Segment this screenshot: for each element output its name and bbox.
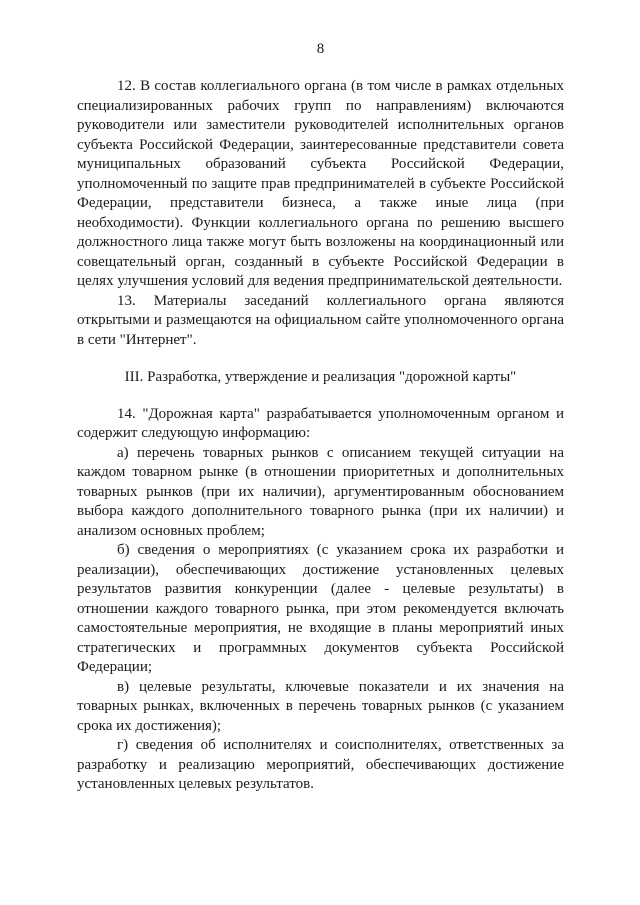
paragraph-12: 12. В состав коллегиального органа (в том числе в рамках отдельных специализированных рабочих групп по направлениям) включаются руководители или заместители руководителей исполнительных органов субъекта Российской Федерации, заинтересованные представители совета муниципальных образований субъекта Российской Федерации, уполномоченный по защите прав предпринимателей в субъекте Российской Федерации, представители бизнеса, а также иные лица (при необходимости). Функции коллегиального органа по решению высшего должностного лица также могут быть возложены на координационный или совещательный орган, созданный в субъекте Российской Федерации в целях улучшения условий для ведения предпринимательской деятельности. [77, 78, 564, 289]
list-item-v: в) целевые результаты, ключевые показатели и их значения на товарных рынках, включенных в перечень товарных рынков (с указанием срока их достижения); [77, 678, 564, 734]
page-number: 8 [316, 41, 325, 57]
list-item-b: б) сведения о мероприятиях (с указанием срока их разработки и реализации), обеспечивающих достижение установленных целевых результатов развития конкуренции (далее - целевые результаты) в отношении каждого товарного рынка, при этом рекомендуется включать самостоятельные мероприятия, не входящие в планы мероприятий иных стратегических и программных документов субъекта Российской Федерации; [77, 542, 564, 675]
list-item-g: г) сведения об исполнителях и соисполнителях, ответственных за разработку и реализацию мероприятий, обеспечивающих достижение установленных целевых результатов. [77, 737, 564, 792]
paragraph-14: 14. "Дорожная карта" разрабатывается уполномоченным органом и содержит следующую информацию: [77, 405, 564, 441]
section-heading: III. Разработка, утверждение и реализация "дорожной карты" [124, 369, 517, 385]
document-body [77, 77, 564, 795]
list-item-a: а) перечень товарных рынков с описанием текущей ситуации на каждом товарном рынке (в отношении приоритетных и дополнительных товарных рынков (при их наличии), аргументированным обоснованием выбора каждого дополнительного товарного рынка (при их наличии) и анализом основных проблем; [77, 444, 564, 539]
paragraph-13: 13. Материалы заседаний коллегиального органа являются открытыми и размещаются на официальном сайте уполномоченного органа в сети "Интернет". [77, 292, 564, 348]
